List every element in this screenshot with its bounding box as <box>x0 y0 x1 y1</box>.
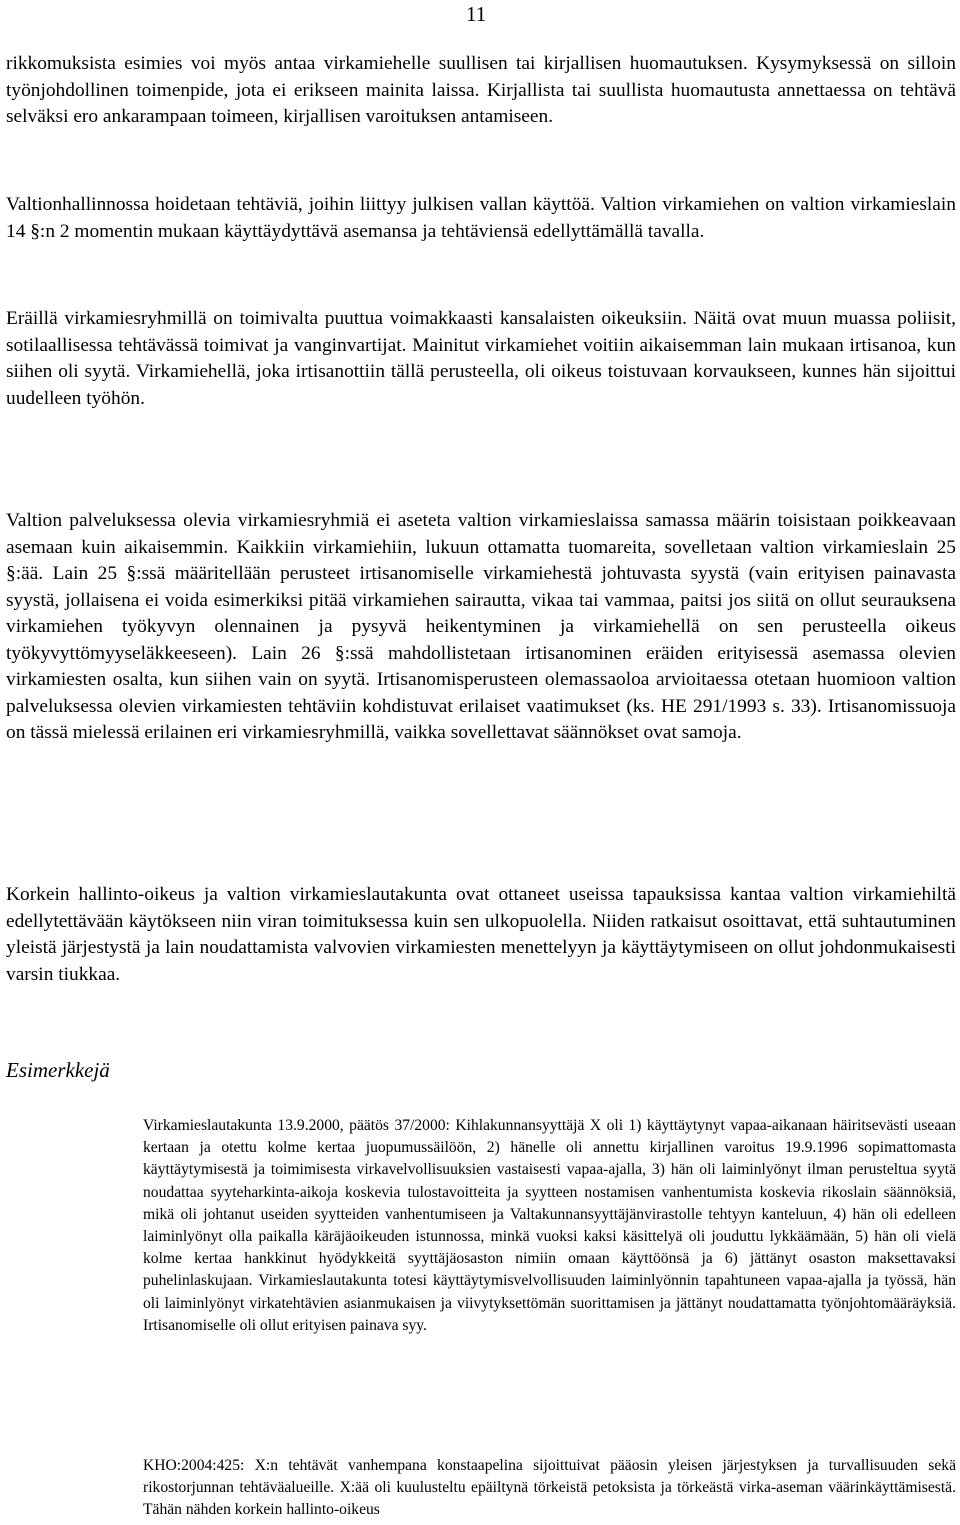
examples-heading: Esimerkkejä <box>6 1058 110 1082</box>
example-case-kho: KHO:2004:425: X:n tehtävät vanhempana konstaapelina sijoittuivat pääosin yleisen järjestyksen ja turvallisuuden sekä rikostorjunnan tehtäväalueille. X:ää oli kuulusteltu epäiltynä törkeistä petoksista ja törkeästä virka-aseman väärinkäyttämisestä. Tähän nähden korkein hallinto-oikeus <box>143 1457 956 1519</box>
paragraph-public-authority: Valtionhallinnossa hoidetaan tehtäviä, joihin liittyy julkisen vallan käyttöä. Valtion virkamiehen on valtion virkamieslain 14 §:n 2 momentin mukaan käyttäydyttävä asemansa ja tehtäviensä edellyttämällä tavalla. <box>6 194 956 242</box>
page-number: 11 <box>466 2 487 26</box>
example-case-prosecutor: Virkamieslautakunta 13.9.2000, päätös 37/2000: Kihlakunnansyyttäjä X oli 1) käyttäytynyt vapaa-aikanaan häiritsevästi useaan kertaan ja otettu kolme kertaa juopumussäilöön, 2) hänelle oli annettu kirjallinen varoitus 19.9.1996 sopimattomasta käyttäytymisestä ja toimimisesta virkavelvollisuuksien vastaisesti vapaa-ajalla, 3) hän oli laiminlyönyt ilman perusteltua syytä noudattaa syyteharkinta-aikoja koskevia tulostavoitteita ja syytteen nostamisen vanhentumista koskevia rikoslain säännöksiä, mikä oli johtanut useiden syytteiden vanhentumiseen ja Valtakunnansyyttäjänvirastolle tehtyyn kanteluun, 4) hän oli edelleen laiminlyönyt olla paikalla käräjäoikeuden istunnossa, minkä vuoksi kaksi käsittelyä oli jouduttu lykkäämään, 5) hän oli vielä kolme kertaa hankkinut hyödykkeitä syyttäjäosaston nimiin omaan käyttöönsä ja 6) jättänyt osaston maksettavaksi puhelinlaskujaan. Virkamieslautakunta totesi käyttäytymisvelvollisuuden laiminlyönnin tapahtuneen vapaa-ajalla ja työssä, hän oli laiminlyönyt virkatehtävien asianmukaisen ja viivytyksettömän suorittamisen ja jättänyt noudattamatta työnjohtomääräyksiä. Irtisanomiselle oli ollut erityisen painava syy. <box>143 1117 956 1334</box>
paragraph-official-groups: Eräillä virkamiesryhmillä on toimivalta puuttua voimakkaasti kansalaisten oikeuksiin. Näitä ovat muun muassa poliisit, sotilaallisessa tehtävässä toimivat ja vanginvartijat. Mainitut virkamiehet voitiin aikaisemman lain mukaan irtisanoa, kun siihen oli syytä. Virkamiehellä, joka irtisanottiin tällä perusteella, oli oikeus toistuvaan korvaukseen, kunnes hän sijoittui uudelleen työhön. <box>6 308 956 409</box>
paragraph-disciplinary-notice: rikkomuksista esimies voi myös antaa virkamiehelle suullisen tai kirjallisen huomautuksen. Kysymyksessä on silloin työnjohdollinen toimenpide, jota ei erikseen mainita laissa. Kirjallista tai suullista huomautusta annettaessa on tehtävä selväksi ero ankarampaan toimeen, kirjallisen varoituksen antamiseen. <box>6 53 956 127</box>
paragraph-dismissal-grounds: Valtion palveluksessa olevia virkamiesryhmiä ei aseteta valtion virkamieslaissa samassa määrin toisistaan poikkeavaan asemaan kuin aikaisemmin. Kaikkiin virkamiehiin, lukuun ottamatta tuomareita, sovelletaan valtion virkamieslain 25 §:ää. Lain 25 §:ssä määritellään perusteet irtisanomiselle virkamiehestä johtuvasta syystä (vain erityisen painavasta syystä, jollaisena ei voida esimerkiksi pitää virkamiehen sairautta, vikaa tai vammaa, paitsi jos siitä on ollut seurauksena virkamiehen työkyvyn olennainen ja pysyvä heikentyminen ja virkamiehellä on sen perusteella oikeus työkyvyttömyyseläkkeeseen). Lain 26 §:ssä mahdollistetaan irtisanominen eräiden erityisessä asemassa olevien virkamiesten osalta, kun siihen vain on syytä. Irtisanomisperusteen olemassaoloa arvioitaessa otetaan huomioon valtion palveluksessa olevien virkamiesten tehtäviin kohdistuvat erilaiset vaatimukset (ks. HE 291/1993 s. 33). Irtisanomissuoja on tässä mielessä erilainen eri virkamiesryhmillä, vaikka sovellettavat säännökset ovat samoja. <box>6 510 956 743</box>
paragraph-court-rulings: Korkein hallinto-oikeus ja valtion virkamieslautakunta ovat ottaneet useissa tapauksissa kantaa valtion virkamiehiltä edellytettävään käytökseen niin viran toimituksessa kuin sen ulkopuolella. Niiden ratkaisut osoittavat, että suhtautuminen yleistä järjestystä ja lain noudattamista valvovien virkamiesten menettelyyn ja käyttäytymiseen on ollut johdonmukaisesti varsin tiukkaa. <box>6 884 956 985</box>
